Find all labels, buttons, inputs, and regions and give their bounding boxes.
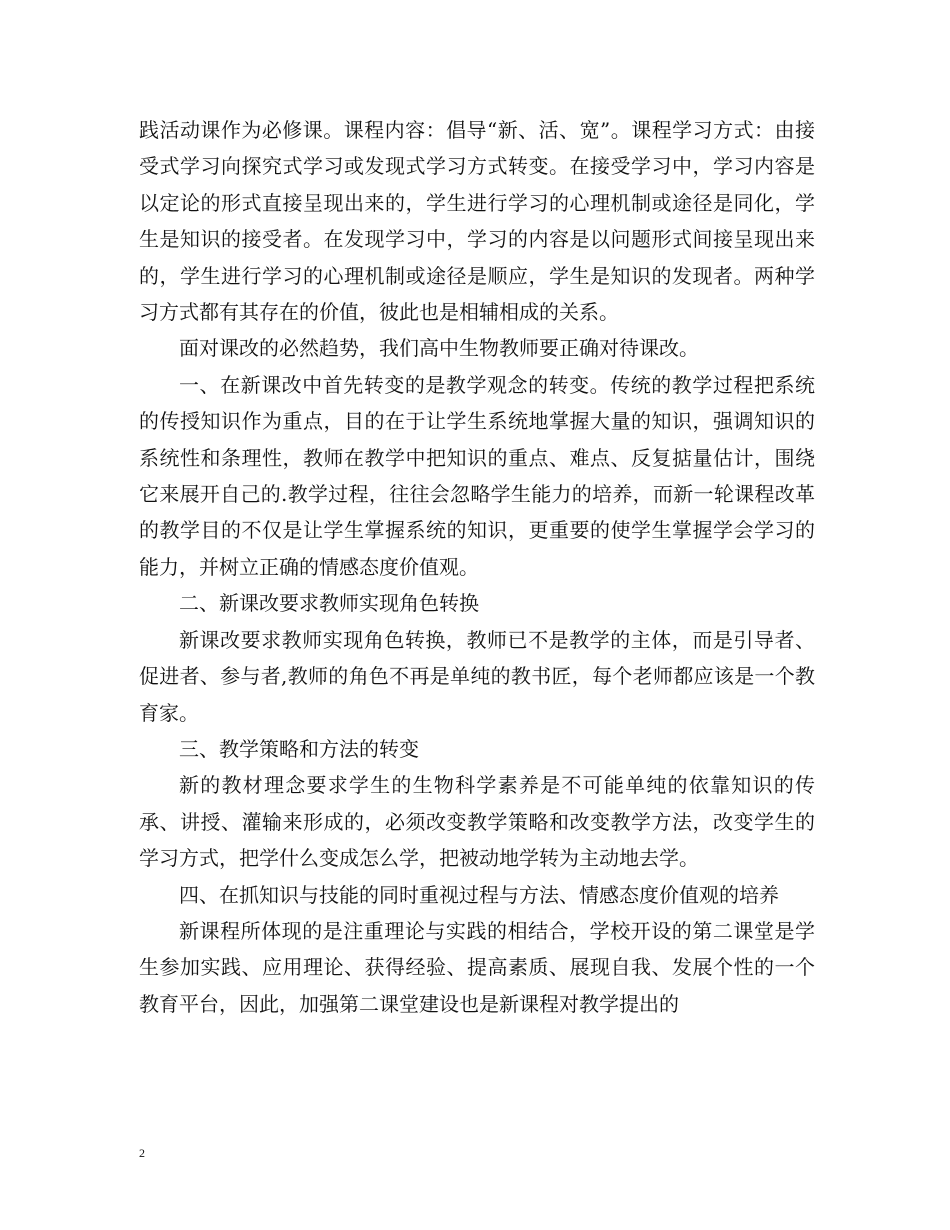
paragraph-5: 新课改要求教师实现角色转换，教师已不是教学的主体，而是引导者、促进者、参与者,教师的角色不再是单纯的教书匠，每个老师都应该是一个教育家。: [139, 627, 815, 725]
paragraph-7: 新的教材理念要求学生的生物科学素养是不可能单纯的依靠知识的传承、讲授、灌输来形成的，必须改变教学策略和改变教学方法，改变学生的学习方式，把学什么变成怎么学，把被动地学转为主动地去学。: [139, 773, 815, 871]
section-heading-4: 四、在抓知识与技能的同时重视过程与方法、情感态度价值观的培养: [179, 882, 779, 907]
paragraph-1: 践活动课作为必修课。课程内容：倡导“新、活、宽”。课程学习方式：由接受式学习向探究式学习或发现式学习方式转变。在接受学习中，学习内容是以定论的形式直接呈现出来的，学生进行学习的心理机制或途径是同化，学生是知识的接受者。在发现学习中，学习的内容是以问题形式间接呈现出来的，学生进行学习的心理机制或途径是顺应，学生是知识的发现者。两种学习方式都有其存在的价值，彼此也是相辅相成的关系。: [139, 118, 815, 325]
section-heading-3: 三、教学策略和方法的转变: [179, 736, 419, 761]
paragraph-3: 一、在新课改中首先转变的是教学观念的转变。传统的教学过程把系统的传授知识作为重点，目的在于让学生系统地掌握大量的知识，强调知识的系统性和条理性，教师在教学中把知识的重点、难点、反复掂量估计，围绕它来展开自己的.教学过程，往往会忽略学生能力的培养，而新一轮课程改革的教学目的不仅是让学生掌握系统的知识，更重要的使学生掌握学会学习的能力，并树立正确的情感态度价值观。: [139, 372, 815, 579]
paragraph-9: 新课程所体现的是注重理论与实践的相结合，学校开设的第二课堂是学生参加实践、应用理论、获得经验、提高素质、展现自我、发展个性的一个教育平台，因此，加强第二课堂建设也是新课程对教学提出的: [139, 918, 815, 1016]
page-body: [139, 112, 815, 1022]
section-heading-2: 二、新课改要求教师实现角色转换: [179, 591, 479, 616]
page-number: 2: [139, 1146, 145, 1160]
paragraph-2: 面对课改的必然趋势，我们高中生物教师要正确对待课改。: [179, 336, 699, 361]
